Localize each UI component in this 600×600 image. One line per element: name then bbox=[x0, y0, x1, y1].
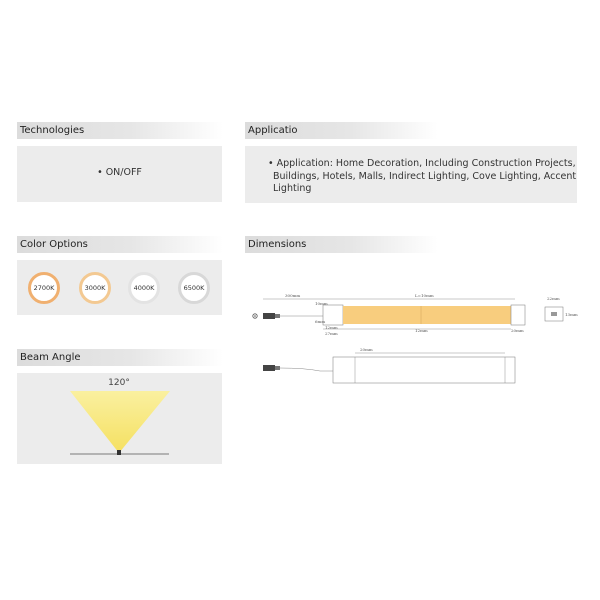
color-options-header bbox=[17, 236, 223, 253]
color-option-2700k bbox=[28, 272, 60, 304]
side-length-label: 20mm bbox=[360, 347, 373, 352]
application-panel bbox=[245, 146, 577, 203]
technologies-title: Technologies bbox=[20, 125, 85, 136]
profile-height-label: 13mm bbox=[565, 312, 578, 317]
light-source-icon bbox=[117, 450, 121, 455]
light-beam bbox=[70, 391, 170, 453]
dimensions-header bbox=[245, 236, 438, 253]
end-label-3: 20mm bbox=[511, 328, 524, 333]
application-line-3: Lighting bbox=[273, 183, 312, 194]
end-label-2: 12mm bbox=[325, 325, 338, 330]
color-option-label: 2700K bbox=[33, 284, 55, 292]
connector-icon bbox=[253, 314, 257, 318]
end-cap-left bbox=[323, 305, 343, 325]
application-title: Applicatio bbox=[248, 125, 298, 136]
beam-angle-title: Beam Angle bbox=[20, 352, 81, 363]
height-label-2: 6mm bbox=[315, 319, 326, 324]
color-options-title: Color Options bbox=[20, 239, 88, 250]
beam-angle-header bbox=[17, 349, 223, 366]
beam-diagram bbox=[17, 373, 222, 464]
application-line-1: • Application: Home Decoration, Including Construction Projects, bbox=[268, 158, 576, 169]
technology-item: • ON/OFF bbox=[97, 167, 142, 178]
height-label: 10mm bbox=[315, 301, 328, 306]
beam-angle-panel bbox=[17, 373, 222, 464]
led-strip bbox=[343, 306, 511, 324]
cut-label: 12mm bbox=[415, 328, 428, 333]
color-option-3000k bbox=[79, 272, 111, 304]
color-option-4000k bbox=[128, 272, 160, 304]
profile-width-label: 22mm bbox=[547, 296, 560, 301]
technologies-panel bbox=[17, 146, 222, 202]
dimension-drawing bbox=[245, 285, 580, 385]
beam-angle-value: 120° bbox=[108, 378, 130, 388]
end-label-1: 27mm bbox=[325, 331, 338, 336]
color-option-label: 6500K bbox=[183, 284, 205, 292]
plug-icon-2 bbox=[263, 365, 280, 371]
application-text bbox=[268, 158, 576, 196]
side-strip bbox=[333, 357, 515, 383]
dimensions-title: Dimensions bbox=[248, 239, 307, 250]
color-option-6500k bbox=[178, 272, 210, 304]
technologies-header bbox=[17, 122, 223, 139]
color-option-label: 3000K bbox=[84, 284, 106, 292]
color-option-label: 4000K bbox=[133, 284, 155, 292]
strip-length-label: L=10mm bbox=[415, 293, 434, 298]
application-line-2: Buildings, Hotels, Malls, Indirect Lighting, Cove Lighting, Accent bbox=[273, 170, 577, 182]
cable-length-label: 300mm bbox=[285, 293, 301, 298]
application-header bbox=[245, 122, 438, 139]
end-cap-right bbox=[511, 305, 525, 325]
plug-icon bbox=[263, 313, 280, 319]
